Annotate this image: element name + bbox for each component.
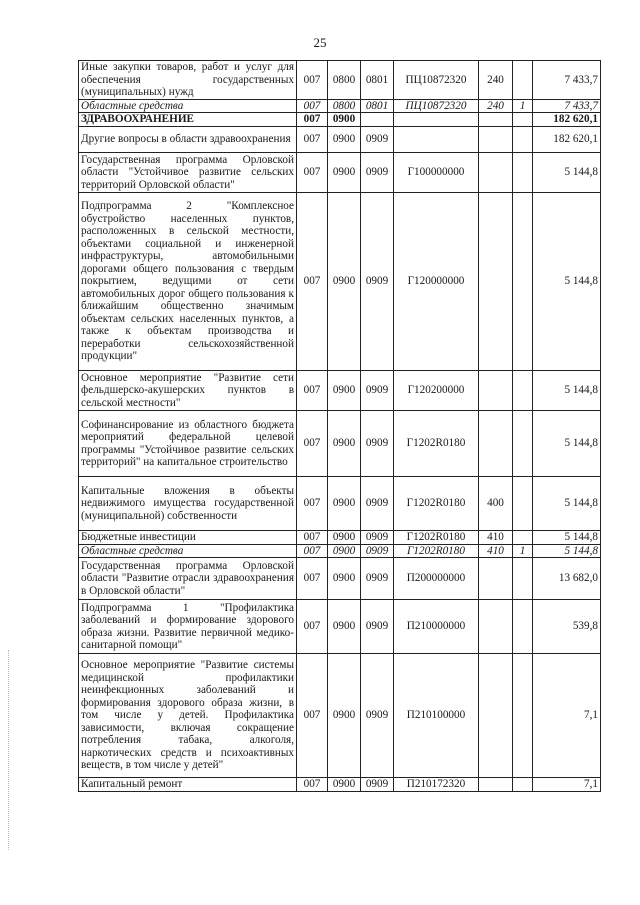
cell-code: 0900 (328, 558, 361, 600)
cell-code (479, 371, 513, 411)
cell-sum: 5 144,8 (533, 411, 601, 477)
cell-code (513, 113, 533, 127)
cell-code: 0909 (361, 193, 394, 371)
cell-code: 0900 (328, 600, 361, 654)
cell-code: 0909 (361, 600, 394, 654)
row-name: ЗДРАВООХРАНЕНИЕ (79, 113, 297, 127)
cell-code: 0800 (328, 99, 361, 113)
table-row (79, 654, 601, 778)
table-row (79, 99, 601, 113)
table-row (79, 778, 601, 792)
cell-code (479, 778, 513, 792)
cell-code: 0909 (361, 531, 394, 545)
cell-code: 0909 (361, 127, 394, 153)
cell-code: 0801 (361, 99, 394, 113)
cell-sum: 5 144,8 (533, 193, 601, 371)
cell-code: 0900 (328, 544, 361, 558)
cell-code: 007 (297, 600, 328, 654)
cell-code: 0800 (328, 61, 361, 100)
cell-code: ПЦ10872320 (394, 99, 479, 113)
cell-code: 007 (297, 193, 328, 371)
cell-code: 240 (479, 99, 513, 113)
cell-code: 0900 (328, 477, 361, 531)
cell-code: 410 (479, 544, 513, 558)
cell-code (361, 113, 394, 127)
row-name: Основное мероприятие "Развитие сети фельдшерско-акушерских пунктов в сельской местности" (79, 371, 297, 411)
row-name: Областные средства (79, 544, 297, 558)
cell-code (513, 411, 533, 477)
cell-code: 0900 (328, 153, 361, 193)
cell-code (513, 127, 533, 153)
cell-sum: 7 433,7 (533, 99, 601, 113)
table-row (79, 600, 601, 654)
table-row (79, 477, 601, 531)
cell-code: 0909 (361, 778, 394, 792)
cell-code: 410 (479, 531, 513, 545)
table-row (79, 544, 601, 558)
row-name: Областные средства (79, 99, 297, 113)
row-name: Государственная программа Орловской области "Развитие отрасли здравоохранения в Орловской области" (79, 558, 297, 600)
cell-code: 0900 (328, 193, 361, 371)
row-name: Подпрограмма 2 "Комплексное обустройство населенных пунктов, расположенных в сельской местности, объектами социальной и инженерной инфраструктуры, автомобильными дорогами общего пользования с твердым покрытием, ведущими от сети автомобильных дорог общего пользования к ближайшим общественно значимым объектам сельских населенных пунктов, а также к объектам производства и переработки сельскохозяйственной продукции" (79, 193, 297, 371)
cell-sum: 5 144,8 (533, 477, 601, 531)
table-row (79, 531, 601, 545)
cell-code: 0909 (361, 153, 394, 193)
cell-code: 0900 (328, 778, 361, 792)
cell-code: 007 (297, 113, 328, 127)
cell-code: Г100000000 (394, 153, 479, 193)
cell-code (394, 127, 479, 153)
cell-code: Г120200000 (394, 371, 479, 411)
cell-code: ПЦ10872320 (394, 61, 479, 100)
cell-sum: 13 682,0 (533, 558, 601, 600)
cell-code: 0909 (361, 411, 394, 477)
cell-sum: 7 433,7 (533, 61, 601, 100)
cell-code: 0909 (361, 654, 394, 778)
cell-code: Г1202R0180 (394, 411, 479, 477)
table-row (79, 113, 601, 127)
budget-table (78, 60, 601, 792)
cell-code (513, 600, 533, 654)
cell-code (479, 654, 513, 778)
cell-code (513, 153, 533, 193)
cell-code: П210100000 (394, 654, 479, 778)
cell-sum: 5 144,8 (533, 544, 601, 558)
cell-code: П210000000 (394, 600, 479, 654)
cell-code (479, 600, 513, 654)
cell-code: Г1202R0180 (394, 477, 479, 531)
cell-code: 007 (297, 558, 328, 600)
cell-code (513, 531, 533, 545)
table-row (79, 411, 601, 477)
row-name: Бюджетные инвестиции (79, 531, 297, 545)
cell-code: 007 (297, 411, 328, 477)
cell-code: 007 (297, 127, 328, 153)
cell-code (479, 558, 513, 600)
cell-code (479, 113, 513, 127)
cell-code: 1 (513, 99, 533, 113)
row-name: Государственная программа Орловской области "Устойчивое развитие сельских территорий Орловской области" (79, 153, 297, 193)
cell-code (479, 127, 513, 153)
cell-code: 0900 (328, 113, 361, 127)
cell-code: 0909 (361, 544, 394, 558)
cell-code: 0900 (328, 127, 361, 153)
cell-code: 007 (297, 477, 328, 531)
page-number: 25 (313, 35, 327, 50)
table-row (79, 127, 601, 153)
cell-code: 0909 (361, 477, 394, 531)
cell-code: 240 (479, 61, 513, 100)
scan-edge-marks (8, 650, 13, 850)
cell-code: 0909 (361, 371, 394, 411)
cell-code: 007 (297, 544, 328, 558)
cell-code: 007 (297, 654, 328, 778)
row-name: Капитальные вложения в объекты недвижимого имущества государственной (муниципальной) собственности (79, 477, 297, 531)
row-name: Софинансирование из областного бюджета мероприятий федеральной целевой программы "Устойчивое развитие сельских территорий" на капитальное строительство (79, 411, 297, 477)
cell-code: 007 (297, 531, 328, 545)
cell-sum: 7,1 (533, 654, 601, 778)
table-row (79, 61, 601, 100)
cell-code: Г120000000 (394, 193, 479, 371)
cell-code: 007 (297, 99, 328, 113)
cell-code: 1 (513, 544, 533, 558)
cell-code (513, 371, 533, 411)
cell-sum: 5 144,8 (533, 371, 601, 411)
row-name: Иные закупки товаров, работ и услуг для обеспечения государственных (муниципальных) нужд (79, 61, 297, 100)
cell-code: 0801 (361, 61, 394, 100)
cell-code (513, 778, 533, 792)
cell-code: 0900 (328, 371, 361, 411)
cell-sum: 5 144,8 (533, 531, 601, 545)
cell-code (513, 61, 533, 100)
cell-code (513, 477, 533, 531)
cell-sum: 182 620,1 (533, 127, 601, 153)
cell-sum: 539,8 (533, 600, 601, 654)
cell-code: Г1202R0180 (394, 531, 479, 545)
cell-code (479, 411, 513, 477)
cell-code (479, 193, 513, 371)
cell-code: 007 (297, 153, 328, 193)
cell-code: 007 (297, 778, 328, 792)
cell-sum: 5 144,8 (533, 153, 601, 193)
cell-code (513, 193, 533, 371)
cell-code: Г1202R0180 (394, 544, 479, 558)
cell-code: 0900 (328, 654, 361, 778)
cell-code: 0900 (328, 531, 361, 545)
table-row (79, 371, 601, 411)
table-row (79, 193, 601, 371)
cell-code: 400 (479, 477, 513, 531)
row-name: Подпрограмма 1 "Профилактика заболеваний и формирование здорового образа жизни. Развитие первичной медико-санитарной помощи" (79, 600, 297, 654)
cell-code (513, 558, 533, 600)
cell-code: П200000000 (394, 558, 479, 600)
cell-code (394, 113, 479, 127)
cell-code (513, 654, 533, 778)
cell-code: П210172320 (394, 778, 479, 792)
row-name: Основное мероприятие "Развитие системы медицинской профилактики неинфекционных заболеваний и формирования здорового образа жизни, в том числе у детей. Профилактика зависимости, включая сокращение потребления табака, алкоголя, наркотических средств и психоактивных веществ, в том числе у детей" (79, 654, 297, 778)
table-row (79, 558, 601, 600)
cell-sum: 182 620,1 (533, 113, 601, 127)
cell-sum: 7,1 (533, 778, 601, 792)
row-name: Другие вопросы в области здравоохранения (79, 127, 297, 153)
table-row (79, 153, 601, 193)
cell-code (479, 153, 513, 193)
cell-code: 0900 (328, 411, 361, 477)
cell-code: 0909 (361, 558, 394, 600)
row-name: Капитальный ремонт (79, 778, 297, 792)
cell-code: 007 (297, 371, 328, 411)
cell-code: 007 (297, 61, 328, 100)
